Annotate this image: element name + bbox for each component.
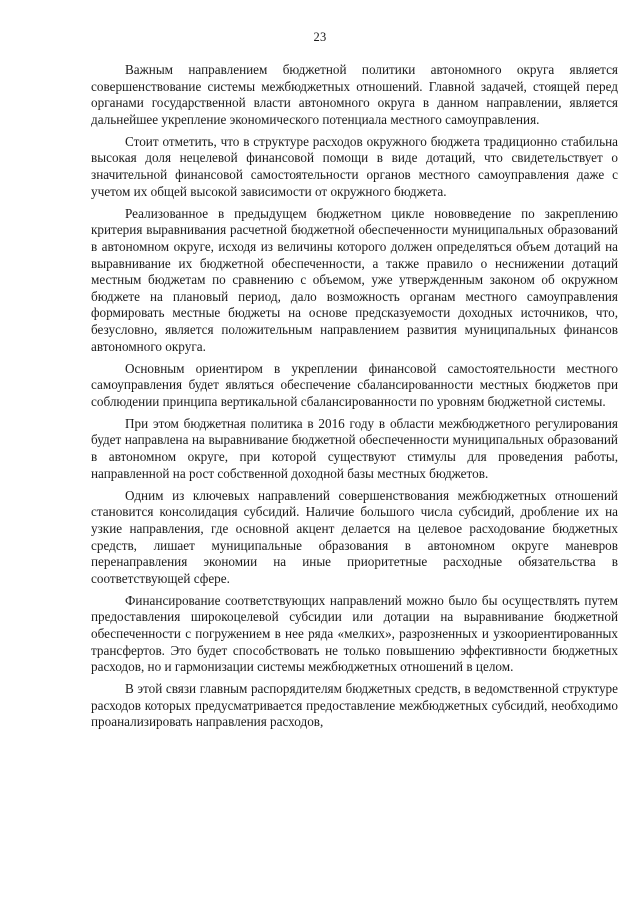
paragraph-8: В этой связи главным распорядителям бюджетных средств, в ведомственной структуре расходов которых предусматривается предоставление межбюджетных субсидий, необходимо проанализировать направления расходов,: [91, 681, 618, 730]
paragraph-6: Одним из ключевых направлений совершенствования межбюджетных отношений становится консолидация субсидий. Наличие большого числа субсидий, дробление их на узкие направления, где основной акцент делается на целевое расходование бюджетных средств, лишает муниципальные образования в автономном округе маневров перенаправления экономии на иные приоритетные расходные обязательства в соответствующей сфере.: [91, 487, 618, 586]
paragraph-5: При этом бюджетная политика в 2016 году в области межбюджетного регулирования будет направлена на выравнивание бюджетной обеспеченности муниципальных образований в автономном округе, при которой существуют стимулы для проведения работы, направленной на рост собственной доходной базы местных бюджетов.: [91, 415, 618, 481]
paragraph-3: Реализованное в предыдущем бюджетном цикле нововведение по закреплению критерия выравнивания расчетной бюджетной обеспеченности муниципальных образований в автономном округе, исходя из величины которого должен определяться объем дотаций на выравнивание их бюджетной обеспеченности, а также правило о неснижении дотаций местным бюджетам по сравнению с объемом, уже утвержденным законом об окружном бюджете на плановый период, дало возможность органам местного самоуправления формировать местные бюджеты на основе предсказуемости доходных источников, что, безусловно, является положительным направлением развития муниципальных финансов автономного округа.: [91, 205, 618, 354]
paragraph-2: Стоит отметить, что в структуре расходов окружного бюджета традиционно стабильна высокая доля нецелевой финансовой помощи в виде дотаций, что свидетельствует о значительной финансовой самостоятельности органов местного самоуправления даже с учетом их общей высокой зависимости от окружного бюджета.: [91, 133, 618, 199]
document-body: [91, 62, 618, 737]
paragraph-4: Основным ориентиром в укреплении финансовой самостоятельности местного самоуправления будет являться обеспечение сбалансированности местных бюджетов при соблюдении принципа вертикальной сбалансированности по уровням бюджетной системы.: [91, 360, 618, 409]
paragraph-1: Важным направлением бюджетной политики автономного округа является совершенствование системы межбюджетных отношений. Главной задачей, стоящей перед органами государственной власти автономного округа в данном направлении, является дальнейшее укрепление экономического потенциала местного самоуправления.: [91, 62, 618, 127]
page-number: 23: [313, 30, 327, 44]
paragraph-7: Финансирование соответствующих направлений можно было бы осуществлять путем предоставления широкоцелевой субсидии или дотации на выравнивание бюджетной обеспеченности с погружением в нее ряда «мелких», разрозненных и узкоориентированных трансфертов. Это будет способствовать не только повышению эффективности бюджетных расходов, но и гармонизации системы межбюджетных отношений в целом.: [91, 592, 618, 675]
